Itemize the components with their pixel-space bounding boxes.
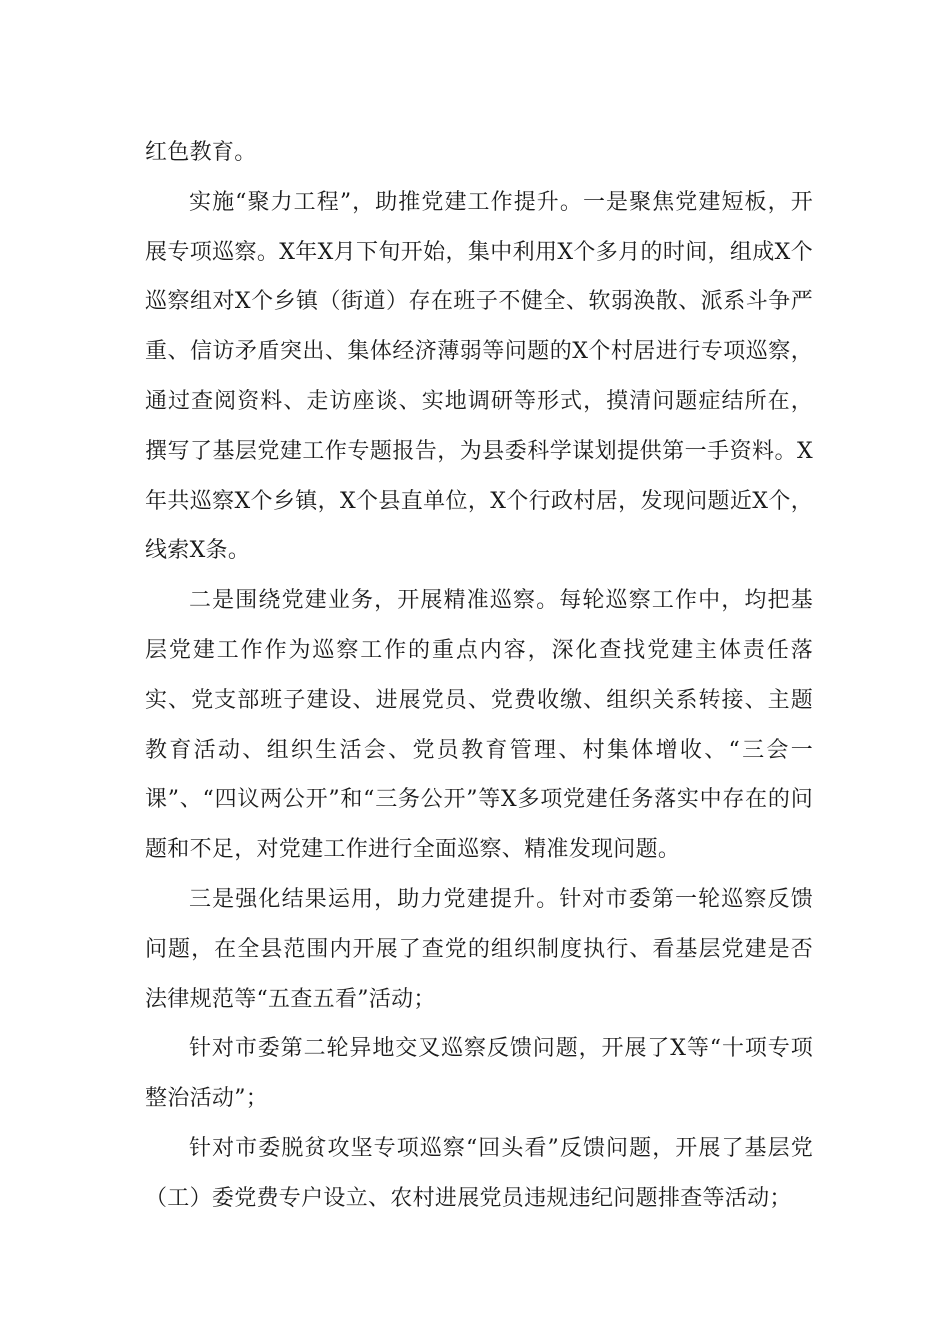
paragraph-4: 三是强化结果运用，助力党建提升。针对市委第一轮巡察反馈问题，在全县范围内开展了查党的组织制度执行、看基层党建是否法律规范等“五查五看”活动；: [145, 886, 813, 1012]
paragraph-3: 二是围绕党建业务，开展精准巡察。每轮巡察工作中，均把基层党建工作作为巡察工作的重点内容，深化查找党建主体责任落实、党支部班子建设、进展党员、党费收缴、组织关系转接、主题教育活动、组织生活会、党员教育管理、村集体增收、“三会一课”、“四议两公开”和“三务公开”等X多项党建任务落实中存在的问题和不足，对党建工作进行全面巡察、精准发现问题。: [145, 588, 813, 863]
paragraph-6: 针对市委脱贫攻坚专项巡察“回头看”反馈问题，开展了基层党（工）委党费专户设立、农村进展党员违规违纪问题排查等活动；: [145, 1135, 813, 1211]
paragraph-2: 实施“聚力工程”，助推党建工作提升。一是聚焦党建短板，开展专项巡察。X年X月下旬开始，集中利用X个多月的时间，组成X个巡察组对X个乡镇（街道）存在班子不健全、软弱涣散、派系斗争严重、信访矛盾突出、集体经济薄弱等问题的X个村居进行专项巡察，通过查阅资料、走访座谈、实地调研等形式，摸清问题症结所在，撰写了基层党建工作专题报告，为县委科学谋划提供第一手资料。X年共巡察X个乡镇，X个县直单位，X个行政村居，发现问题近X个，线索X条。: [145, 189, 813, 564]
document-body: [145, 128, 813, 1224]
paragraph-1: 红色教育。: [145, 140, 257, 165]
paragraph-5: 针对市委第二轮异地交叉巡察反馈问题，开展了X等“十项专项整治活动”；: [145, 1036, 813, 1112]
